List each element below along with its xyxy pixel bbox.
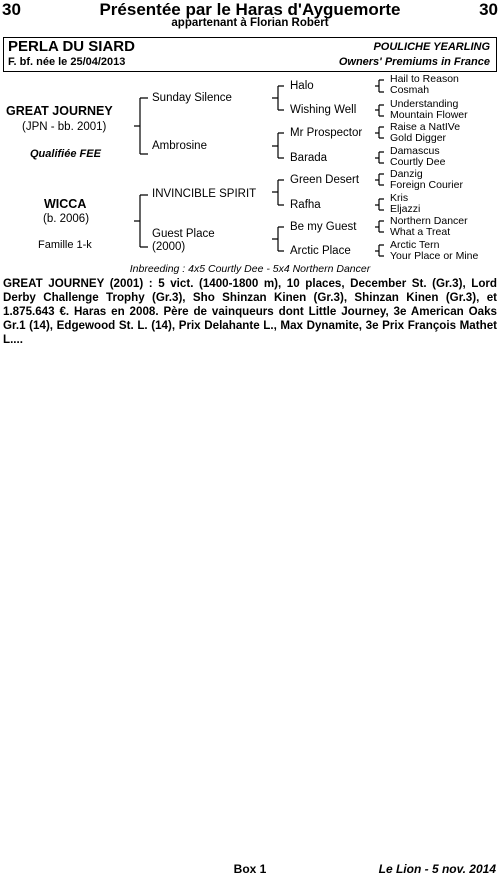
pedigree-table (0, 70, 500, 275)
ped-gen4-1: Hail to Reason (390, 73, 459, 85)
ped-gen3-3: Mr Prospector (290, 127, 363, 139)
horse-name: PERLA DU SIARD (8, 38, 135, 55)
lot-number-right: 30 (479, 0, 498, 19)
ped-gen4-12: Eljazzi (390, 203, 421, 215)
box-number: Box 1 (233, 862, 267, 876)
page-subtitle: appartenant à Florian Robert (171, 17, 329, 29)
ped-gen4-10: Foreign Courier (390, 179, 463, 191)
ped-gen2-3: INVINCIBLE SPIRIT (152, 188, 257, 200)
ped-gen4-11: Kris (390, 192, 409, 204)
ped-gen3-2: Wishing Well (290, 104, 357, 116)
ped-gen4-2: Cosmah (390, 84, 430, 96)
ped-gen4-16: Your Place or Mine (390, 250, 479, 262)
ped-gen3-8: Arctic Place (290, 245, 351, 257)
ped-gen2-4-year: (2000) (152, 241, 186, 253)
dam-name: WICCA (44, 197, 87, 211)
dam-family: Famille 1-k (38, 239, 92, 251)
ped-gen3-7: Be my Guest (290, 221, 357, 233)
ped-gen3-1: Halo (290, 80, 314, 92)
ped-gen4-7: Damascus (390, 145, 440, 157)
ped-gen4-9: Danzig (390, 168, 423, 180)
ped-gen2-4: Guest Place (152, 228, 215, 240)
ped-gen2-1: Sunday Silence (152, 92, 232, 104)
ped-gen4-5: Raise a NatIVe (390, 121, 461, 133)
ped-gen2-2: Ambrosine (152, 140, 207, 152)
horse-birth: F. bf. née le 25/04/2013 (8, 56, 126, 68)
ped-gen4-14: What a Treat (390, 226, 451, 238)
ped-gen3-4: Barada (290, 152, 328, 164)
page-footer (0, 862, 500, 876)
horse-id-box (3, 37, 497, 72)
ped-gen3-6: Rafha (290, 199, 321, 211)
ped-gen4-8: Courtly Dee (390, 156, 446, 168)
sale-reference: Le Lion - 5 nov. 2014 (378, 862, 496, 876)
inbreeding-note: Inbreeding : 4x5 Courtly Dee - 5x4 Northern Dancer (129, 263, 371, 275)
ped-gen4-6: Gold Digger (390, 132, 447, 144)
ped-gen4-15: Arctic Tern (390, 239, 440, 251)
owners-premium: Owners' Premiums in France (338, 56, 490, 68)
page-title: Présentée par le Haras d'Ayguemorte (99, 0, 401, 19)
ped-gen4-3: Understanding (390, 98, 459, 110)
dam-detail: (b. 2006) (43, 213, 90, 225)
ped-gen4-13: Northern Dancer (390, 215, 468, 227)
horse-sex: POULICHE YEARLING (373, 41, 490, 53)
ped-gen4-4: Mountain Flower (390, 109, 468, 121)
sire-detail: (JPN - bb. 2001) (22, 121, 107, 133)
page-header (0, 0, 500, 34)
catalogue-text (3, 277, 497, 347)
lot-number-left: 30 (2, 0, 21, 19)
sire-paragraph: GREAT JOURNEY (2001) : 5 vict. (1400-1800 m), 10 places, December St. (Gr.3), Lord Derby Challenge Trophy (Gr.3), Sho Shinzan Kinen (Gr.3), Shinzan Kinen (Gr.3), et 1.875.643 €. Haras en 2008. Père de vainqueurs dont Little Journey, 3e American Oaks Gr.1 (14), Edgewood St. L. (14), Prix Delahante L., Max Dynamite, 3e Prix François Mathet L.... (3, 277, 497, 346)
sire-note: Qualifiée FEE (30, 148, 101, 160)
sire-name: GREAT JOURNEY (6, 104, 113, 118)
ped-gen3-5: Green Desert (290, 174, 360, 186)
